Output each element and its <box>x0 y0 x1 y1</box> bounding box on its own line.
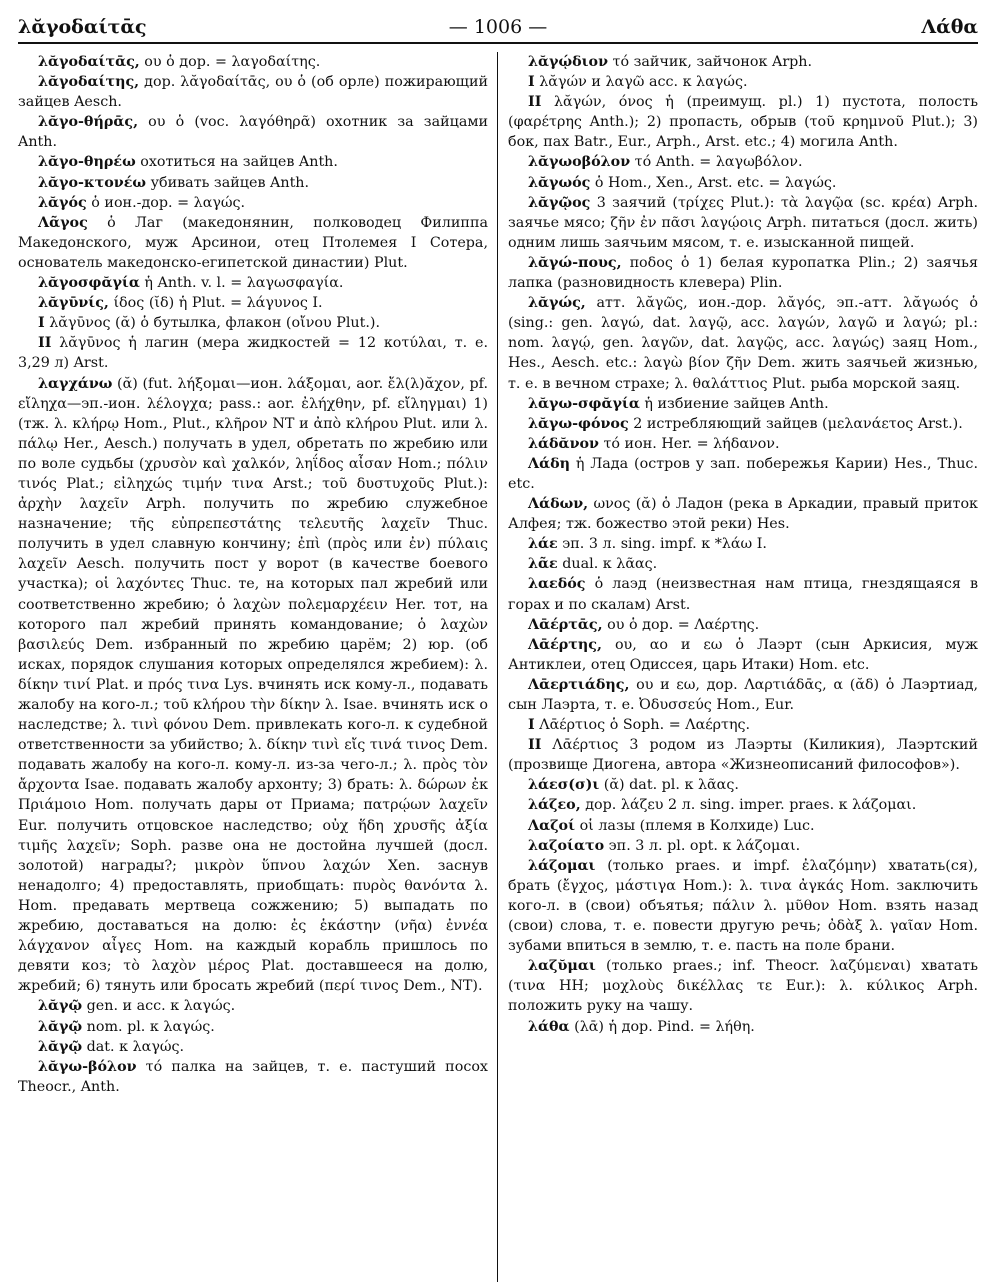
dictionary-entry: λᾰγώ-πους, ποδος ὁ 1) белая куропатка Plin.; 2) заячья лапка (разновидность клевера) Plin. <box>508 254 978 292</box>
dictionary-entry: Λάδων, ωνος (ᾰ) ὁ Ладон (река в Аркадии, правый приток Алфея; тж. божество этой реки) Hes. <box>508 496 978 533</box>
dictionary-entry: λάζομαι (только praes. и impf. ἐλαζόμην) хватать(ся), брать (ἔγχος, μάστιγα Hom.): λ. τινα ἀγκάς Hom. заключить кого-л. в (свои) объятья; πάλιν λ. μῦθον Hom. взять назад (свои) слова, т. е. повести другую речь; ὀδὰξ λ. γαῖαν Hom. зубами впиться в землю, т. е. пасть на поле брани. <box>508 857 978 955</box>
page-header <box>18 12 978 44</box>
dictionary-entry: λᾰγωοβόλον τό Anth. = λαγωβόλον. <box>528 154 803 171</box>
dictionary-entry: Λαζοί οἱ лазы (племя в Колхиде) Luc. <box>528 817 815 834</box>
dictionary-entry: λαζοίατο эп. 3 л. pl. opt. к λάζομαι. <box>528 837 801 854</box>
dictionary-entry: λᾰγωός ὁ Hom., Xen., Arst. etc. = λαγώς. <box>528 174 837 191</box>
left-column <box>18 52 488 1097</box>
dictionary-entry: λᾰγω-βόλον τό палка на зайцев, т. е. пастуший посох Theocr., Anth. <box>18 1058 488 1095</box>
dictionary-entry: Λᾱέρτᾱς, ου ὁ дор. = Λαέρτης. <box>528 616 760 633</box>
dictionary-entry: λᾰγῡνίς, ίδος (ῐδ) ἡ Plut. = λάγυνος I. <box>38 295 323 312</box>
dictionary-entry: λαεδός ὁ лаэд (неизвестная нам птица, гнездящаяся в горах и по скалам) Arst. <box>508 576 978 613</box>
header-right-guideword: Λάθα <box>921 16 978 38</box>
columns <box>18 52 978 1272</box>
dictionary-entry: λαγχάνω (ᾰ) (fut. λήξομαι—ион. λάξομαι, aor. ἔλ(λ)ᾰχον, pf. εἴληχα—эп.-ион. λέλογχα; pass.: aor. ἐλήχθην, pf. εἴληγμαι) 1) (тж. λ. κλήρῳ Hom., Plut., κλῆρον NT и ἀπὸ κλήρου Plut. или λ. πάλῳ Her., Aesch.) получать в удел, обретать по жребию или по воле судьбы (χρυσὸν καὶ χαλκόν, ληΐδος αἶσαν Hom.; πόλιν τινός Plat.; εἰληχώς τιμήν τινα Arst.; τοῦ δυστυχοῦς Plut.): ἀρχὴν λαχεῖν Arph. получить по жребию служебное назначение; τῆς εὐπρεπεστάτης τελευτῆς λαχεῖν Thuc. получить в удел славную кончину; ἐπὶ (πρὸς или ἐν) πύλαις λαχεῖν Aesch. получить пост у ворот (в качестве боевого участка); οἱ λαχόντες Thuc. те, на которых пал жребий или соответственно жребию; ὁ λαχὼν πολεμαρχέειν Her. тот, на которого пал жребий принять командование; ὁ λαχὼν βασιλεύς Dem. избранный по жребию царём; 2) юр. (об исках, порядок слушания которых определялся жребием): λ. δίκην τινί Plat. и πρός τινα Lys. вчинять иск кому-л., подавать жалобу на кого-л.; τοῦ κλήρου τὴν δίκην λ. Isae. вчинять иск о наследстве; λ. τινὶ φόνου Dem. привлекать кого-л. к судебной ответственности за убийство; λ. δίκην τινὶ εἴς τινά τινος Dem. подавать жалобу на кого-л. кому-л. из-за чего-л.; λ. πρὸς τὸν ἄρχοντα Isae. подавать жалобу архонту; 3) брать: λ. δώρων ἐκ Πριάμοιο Hom. получать дары от Приама; πατρῴων λαχεῖν Eur. получить отцовское наследство; οὐχ ἥδη χρυσῆς ἀξία τιμῆς λαχεῖν; Soph. разве она не достойна лучшей (досл. золотой) награды?; μικρὸν ὕπνου λαχών Xen. заснув ненадолго; 4) предоставлять, приобщать: πυρὸς θανόντα λ. Hom. предавать мертвеца сожжению; 5) выпадать по жребию, доставаться на долю: ἐς ἑκάστην (νῆα) ἐννέα λάγχανον αἶγες Hom. на каждый корабль пришлось по девяти коз; τὸ λαχὸν μέρος Plat. доставшееся на долю, жребий; 6) тянуть или бросать жребий (περί τινος Dem., NT). <box>18 375 488 995</box>
dictionary-entry: λᾰγο-κτονέω убивать зайцев Anth. <box>38 174 310 191</box>
dictionary-entry: λαζῠμαι (только praes.; inf. Theocr. λαζύμεναι) хватать (τινα HH; μοχλοὺς δικέλλας τε Eur.): λ. κύλικος Arph. положить руку на чашу. <box>508 958 978 1015</box>
dictionary-entry: I λᾰγῡνος (ᾰ) ὁ бутылка, флакон (οἴνου Plut.). <box>38 315 381 332</box>
dictionary-entry: λάζεο, дор. λάζευ 2 л. sing. imper. praes. к λάζομαι. <box>528 797 917 814</box>
dictionary-entry: λᾰγώς, атт. λᾰγῶς, ион.-дор. λᾰγός, эп.-атт. λᾰγωός ὁ (sing.: gen. λαγώ, dat. λαγῷ, acc. λαγών, λαγῶ и λαγώ; pl.: nom. λαγῴ, gen. λαγῶν, dat. λαγῷς, acc. λαγώς) заяц Hom., Hes., Aesch. etc.: λαγὼ βίον ζῆν Dem. жить заячьей жизнью, т. е. в вечном страхе; λ. θαλάττιος Plut. рыба морской заяц. <box>508 295 978 392</box>
dictionary-entry: II Λᾱέρτιος 3 родом из Лаэрты (Киликия), Лаэртский (прозвище Диогена, автора «Жизнеописаний философов»). <box>508 737 978 774</box>
dictionary-entry: λάθα (λᾱ) ἡ дор. Pind. = λήθη. <box>528 1018 755 1035</box>
dictionary-entry: λᾰγοσφᾰγία ἡ Anth. v. l. = λαγωσφαγία. <box>38 275 344 292</box>
column-divider <box>497 52 498 1282</box>
dictionary-entry: λᾰγο-θήρᾱς, ου ὁ (voc. λαγόθηρᾶ) охотник за зайцами Anth. <box>18 114 488 151</box>
dictionary-entry: λᾰγω-σφᾰγία ἡ избиение зайцев Anth. <box>528 395 829 412</box>
dictionary-entry: λᾰγοδαίτᾱς, ου ὁ дор. = λαγοδαίτης. <box>38 54 321 70</box>
dictionary-entry: λάε эп. 3 л. sing. impf. к *λάω I. <box>528 536 767 553</box>
dictionary-entry: II λᾰγῡνος ἡ лагин (мера жидкостей = 12 κοτύλαι, т. е. 3,29 л) Arst. <box>18 335 488 372</box>
right-column <box>508 52 978 1037</box>
dictionary-entry: λάδᾰνον τό ион. Her. = λήδανον. <box>528 435 780 452</box>
dictionary-entry: λᾰγοδαίτης, дор. λᾰγοδαίτᾱς, ου ὁ (об орле) пожирающий зайцев Aesch. <box>18 74 488 111</box>
dictionary-entry: I Λᾱέρτιος ὁ Soph. = Λαέρτης. <box>528 717 751 734</box>
dictionary-entry: λάεσ(σ)ι (ᾰ) dat. pl. к λᾶας. <box>528 777 739 794</box>
dictionary-entry: Λᾶγος ὁ Лаг (македонянин, полководец Филиппа Македонского, муж Арсинои, отец Птолемея I Сотера, основатель македонско-египетской династии) Plut. <box>18 214 488 271</box>
dictionary-page <box>18 12 978 1272</box>
header-left-guideword: λᾰγοδαίτᾱς <box>18 16 147 38</box>
dictionary-entry: λᾰγῷ nom. pl. к λαγώς. <box>38 1018 215 1035</box>
dictionary-entry: II λᾰγών, όνος ἡ (преимущ. pl.) 1) пустота, полость (φαρέτρης Anth.); 2) пропасть, обрыв (τοῦ κρημνοῦ Plut.); 3) бок, пах Batr., Eur., Arph., Arst. etc.; 4) могила Anth. <box>508 94 978 151</box>
dictionary-entry: λᾰγῷος 3 заячий (τρίχες Plut.): τὰ λαγῷα (sc. κρέα) Arph. заячье мясо; ζῆν ἐν πᾶσι λαγῴοις Arph. питаться (досл. жить) одним лишь заячьим мясом, т. е. изысканной пищей. <box>508 194 978 251</box>
dictionary-entry: λᾰγῷ gen. и acc. к λαγώς. <box>38 998 236 1015</box>
dictionary-entry: λᾰγός ὁ ион.-дор. = λαγώς. <box>38 194 246 211</box>
dictionary-entry: λᾰγο-θηρέω охотиться на зайцев Anth. <box>38 154 338 171</box>
dictionary-entry: λᾶε dual. к λᾶας. <box>528 556 658 573</box>
dictionary-entry: Λᾱερτιάδης, ου и εω, дор. Λαρτιάδᾱς, α (ᾰδ) ὁ Лаэртиад, сын Лаэрта, т. е. Ὀδυσσεύς Hom., Eur. <box>508 676 978 713</box>
page-number: — 1006 — <box>448 16 548 38</box>
dictionary-entry: λᾰγῴδιον τό зайчик, зайчонок Arph. <box>528 54 813 70</box>
dictionary-entry: Λᾱέρτης, ου, αο и εω ὁ Лаэрт (сын Аркисия, муж Антиклеи, отец Одиссея, царь Итаки) Hom. etc. <box>508 636 978 673</box>
dictionary-entry: I λᾰγών и λαγῶ acc. к λαγώς. <box>528 74 748 91</box>
dictionary-entry: λᾰγῷ dat. к λαγώς. <box>38 1038 185 1055</box>
dictionary-entry: λᾰγω-φόνος 2 истребляющий зайцев (μελανάετος Arst.). <box>528 415 963 432</box>
dictionary-entry: Λάδη ἡ Лада (остров у зап. побережья Карии) Hes., Thuc. etc. <box>508 455 978 492</box>
